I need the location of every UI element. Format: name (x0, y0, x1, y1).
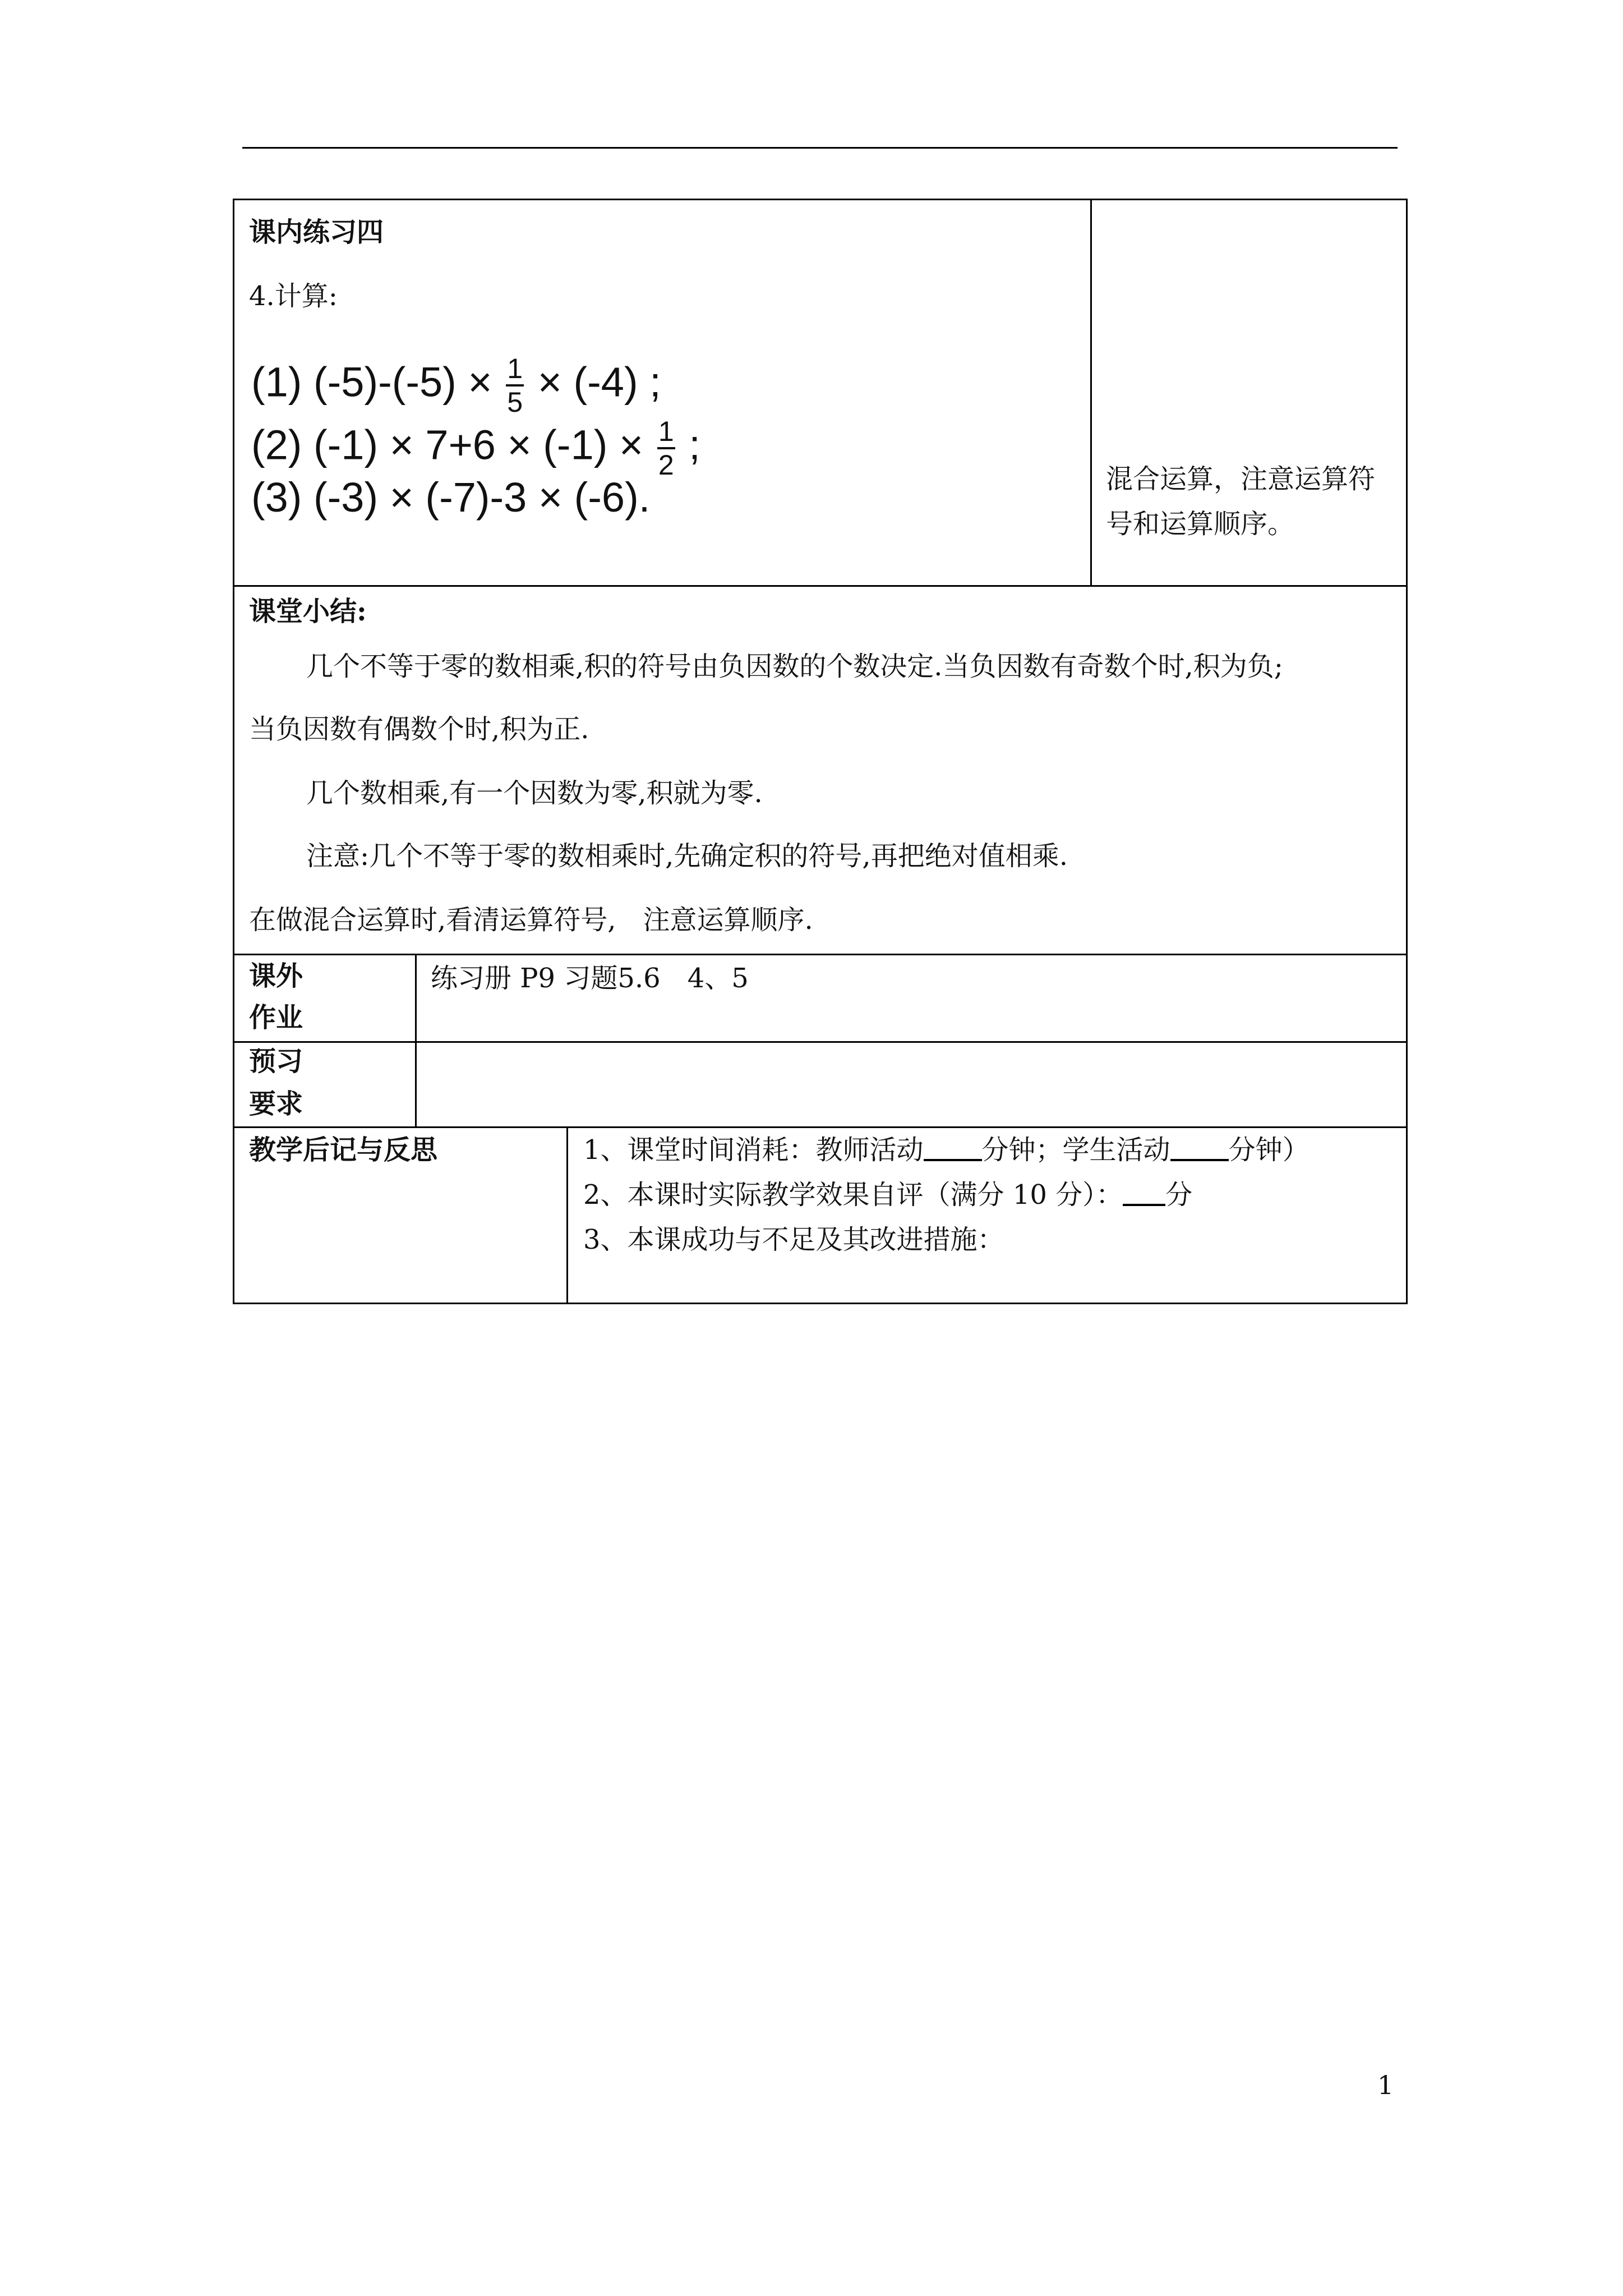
label-column-divider (415, 954, 417, 1128)
header-rule (242, 147, 1398, 149)
table-border-left (233, 199, 234, 1304)
summary-line-5: 在做混合运算时,看清运算符号, 注意运算顺序. (249, 904, 813, 936)
formula-2 (251, 417, 700, 479)
table-border-right (1406, 199, 1408, 1304)
problem-intro: 4.计算: (249, 280, 338, 312)
practice-title: 课内练习四 (249, 217, 384, 248)
summary-line-4: 注意:几个不等于零的数相乘时,先确定积的符号,再把绝对值相乘. (306, 840, 1068, 872)
formula-2-numerator: 1 (658, 416, 674, 447)
homework-value: 练习册 P9 习题5.6 4、5 (431, 963, 749, 994)
summary-line-1: 几个不等于零的数相乘,积的符号由负因数的个数决定.当负因数有奇数个时,积为负; (306, 651, 1283, 682)
practice-note-divider (1090, 199, 1092, 587)
formula-1-expr-a: (-5)-(-5) × (313, 358, 492, 406)
teacher-minutes-blank (924, 1137, 982, 1161)
reflection-item-2-part-a: 2、本课时实际教学效果自评（满分 10 分）： (583, 1179, 1123, 1211)
formula-3 (251, 474, 651, 521)
table-row-divider-practice (233, 585, 1408, 587)
table-border-top (233, 199, 1408, 200)
self-score-blank (1123, 1181, 1165, 1206)
reflection-item-1-part-c: 分钟） (1228, 1134, 1310, 1166)
preview-label-line-1: 预习 (249, 1046, 303, 1077)
student-minutes-blank (1170, 1137, 1229, 1161)
formula-2-expr-b: ; (689, 421, 700, 468)
reflection-column-divider (566, 1126, 568, 1304)
reflection-item-1-part-b: 分钟；学生活动 (981, 1134, 1170, 1166)
reflection-item-3: 3、本课成功与不足及其改进措施： (583, 1224, 1004, 1255)
table-row-divider-preview (233, 1126, 1408, 1128)
formula-3-expr: (-3) × (-7)-3 × (-6). (313, 474, 651, 521)
table-row-divider-summary (233, 954, 1408, 955)
summary-title: 课堂小结: (249, 596, 367, 627)
summary-line-2: 当负因数有偶数个时,积为正. (249, 714, 589, 745)
formula-1-expr-b: × (-4) ; (537, 358, 661, 406)
formula-2-fraction (657, 417, 675, 479)
formula-1-fraction (506, 355, 524, 416)
table-border-bottom (233, 1303, 1408, 1304)
preview-label-line-2: 要求 (249, 1088, 303, 1120)
formula-2-label: (2) (251, 421, 302, 468)
formula-3-label: (3) (251, 474, 302, 521)
formula-1-numerator: 1 (507, 353, 523, 384)
reflection-item-1 (583, 1134, 1310, 1167)
formula-2-expr-a: (-1) × 7+6 × (-1) × (313, 421, 644, 468)
reflection-item-2-part-b: 分 (1165, 1179, 1193, 1211)
practice-note-line-2: 号和运算顺序。 (1106, 508, 1295, 540)
page-number: 1 (1377, 2070, 1394, 2100)
formula-1 (251, 355, 661, 416)
reflection-item-2 (583, 1179, 1192, 1212)
formula-1-denominator: 5 (507, 386, 523, 418)
homework-label-line-1: 课外 (249, 960, 303, 992)
reflection-item-1-part-a: 1、课堂时间消耗：教师活动 (583, 1134, 924, 1166)
reflection-label: 教学后记与反思 (249, 1134, 438, 1166)
summary-line-3: 几个数相乘,有一个因数为零,积就为零. (306, 777, 763, 809)
table-row-divider-homework (233, 1041, 1408, 1043)
formula-2-denominator: 2 (658, 449, 674, 481)
formula-1-label: (1) (251, 358, 302, 406)
homework-label-line-2: 作业 (249, 1002, 303, 1033)
practice-note-line-1: 混合运算，注意运算符 (1106, 463, 1376, 495)
